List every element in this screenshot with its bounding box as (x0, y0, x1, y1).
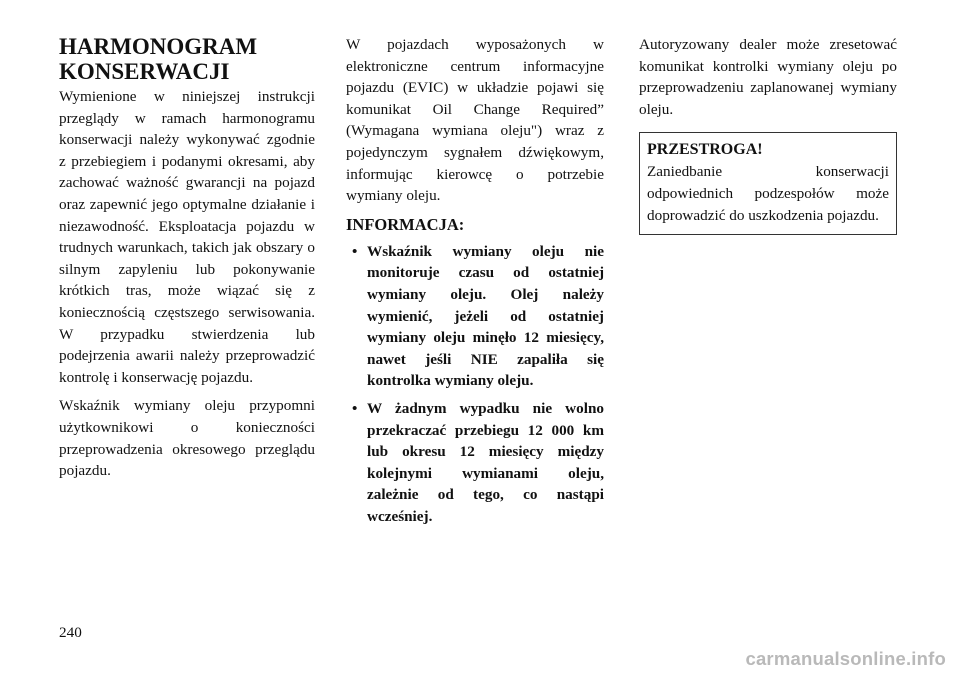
bullet-icon: • (352, 399, 358, 417)
caution-text: Zaniedbanie konserwacji odpowiednich podzespołów może doprowadzić do uszkodzenia pojazdu. (647, 163, 889, 224)
caution-box (639, 132, 897, 235)
bullet-icon: • (352, 242, 358, 260)
info-heading: INFORMACJA: (346, 214, 465, 234)
evic-paragraph: W pojazdach wyposażonych w elektroniczne centrum informacyjne pojazdu (EVIC) w układzie pojawi się komunikat Oil Change Required” (Wymagana wymiana oleju") wraz z pojedynczym sygnałem dźwiękowym, informując kierowcę o potrzebie wymiany oleju. (346, 36, 604, 205)
info-bullet-item (346, 241, 604, 392)
column-middle (346, 34, 604, 533)
caution-title: PRZESTROGA! (647, 141, 763, 159)
section-title: HARMONOGRAM KONSERWACJI (59, 34, 258, 84)
intro-paragraph: Wymienione w niniejszej instrukcji przeglądy w ramach harmonogramu konserwacji należy wykonywać zgodnie z przebiegiem i podanymi okresami, aby zachować ważność gwarancji na pojazd oraz zapewnić jego optymalne działanie i niezawodność. Eksploatacja pojazdu w trudnych warunkach, takich jak obszary o silnym zapyleniu lub pokonywanie krótkich tras, może wiązać się z koniecznością częstszego serwisowania. W przypadku stwierdzenia lub podejrzenia awarii należy przeprowadzić kontrolę i konserwację pojazdu. (59, 88, 315, 386)
dealer-reset-paragraph: Autoryzowany dealer może zresetować komunikat kontrolki wymiany oleju po przeprowadzeniu zaplanowanej wymiany oleju. (639, 36, 897, 118)
column-right (639, 34, 897, 235)
column-left (59, 34, 315, 482)
page-number: 240 (59, 624, 82, 641)
info-bullet-list (346, 241, 604, 528)
bullet-text: Wskaźnik wymiany oleju nie monitoruje czasu od ostatniej wymiany oleju. Olej należy wymienić, jeżeli od ostatniej wymiany oleju minęło 12 miesięcy, nawet jeśli NIE zapaliła się kontrolka wymiany oleju. (367, 242, 604, 390)
bullet-text: W żadnym wypadku nie wolno przekraczać przebiegu 12 000 km lub okresu 12 miesięcy między kolejnymi wymianami oleju, zależnie od tego, co nastąpi wcześniej. (367, 399, 604, 525)
watermark-text: carmanualsonline.info (745, 648, 946, 669)
indicator-paragraph: Wskaźnik wymiany oleju przypomni użytkownikowi o konieczności przeprowadzenia okresowego przeglądu pojazdu. (59, 397, 315, 480)
info-bullet-item (346, 398, 604, 528)
